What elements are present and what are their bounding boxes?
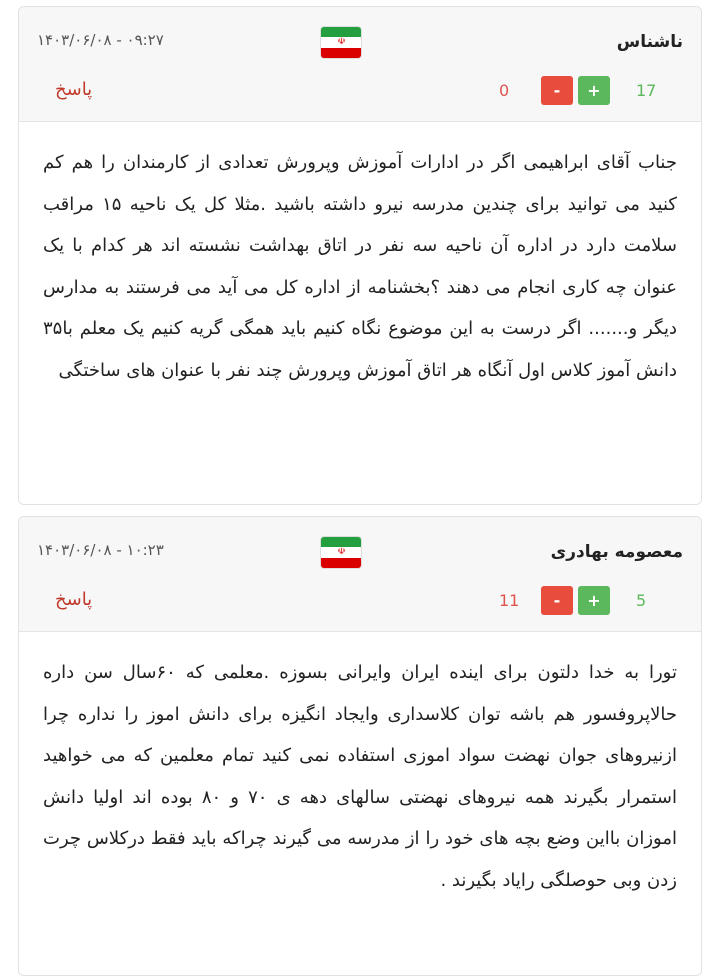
comment-card <box>18 6 702 505</box>
comment-date: ۱۴۰۳/۰۶/۰۸ - ۱۰:۲۳ <box>37 541 164 559</box>
like-button[interactable]: + <box>578 586 610 615</box>
reply-link[interactable]: پاسخ <box>55 589 93 610</box>
comment-text: جناب آقای ابراهیمی اگر در ادارات آموزش وپرورش تعدادی از کارمندان را هم کم کنید می توانید برای چندین مدرسه نیرو داشته باشید .مثلا کل یک ناحیه ۱۵ مراقب سلامت دارد در اداره آن ناحیه سه نفر در اتاق بهداشت نشسته اند هر کدام با یک عنوان چه کاری انجام می دهند ؟بخشنامه از اداره کل می آید می فرستند به مدارس دیگر و....... اگر درست به این موضوع نگاه کنیم باید همگی گریه کنیم یک معلم با۳۵ دانش آموز کلاس اول آنگاه هر اتاق آموزش وپرورش چند نفر با عنوان های ساختگی <box>43 152 677 381</box>
like-count: 5 <box>636 591 647 610</box>
iran-flag-icon: ☫ <box>321 27 361 58</box>
dislike-count: 11 <box>499 591 520 610</box>
like-count: 17 <box>636 81 657 100</box>
comment-header <box>19 7 701 122</box>
reply-link[interactable]: پاسخ <box>55 79 93 100</box>
comment-card <box>18 516 702 976</box>
comment-text: تورا به خدا دلتون برای اینده ایران وایرانی بسوزه .معلمی که ۶۰سال سن داره حالاپروفسور هم باشه توان کلاسداری وایجاد انگیزه برای دانش اموز را نداره چرا ازنیروهای جوان نهضت سواد اموزی استفاده نمی کنید تمام معلمین که می خواهید استمرار بگیرند همه نیروهای نهضتی سالهای دهه ی ۷۰ و ۸۰ بوده اند اولیا دانش اموزان بااین وضع بچه های خود را از مدرسه می گیرند چراکه باید فقط درکلاس چرت زدن وبی حوصلگی رایاد بگیرند . <box>43 662 678 891</box>
comment-header <box>19 517 701 632</box>
dislike-button[interactable]: - <box>541 76 573 105</box>
dislike-count: 0 <box>499 81 510 100</box>
comment-author: ناشناس <box>616 32 683 52</box>
dislike-button[interactable]: - <box>541 586 573 615</box>
comment-author: معصومه بهادری <box>550 542 683 562</box>
like-button[interactable]: + <box>578 76 610 105</box>
comment-date: ۱۴۰۳/۰۶/۰۸ - ۰۹:۲۷ <box>37 31 164 49</box>
iran-flag-icon: ☫ <box>321 537 361 568</box>
